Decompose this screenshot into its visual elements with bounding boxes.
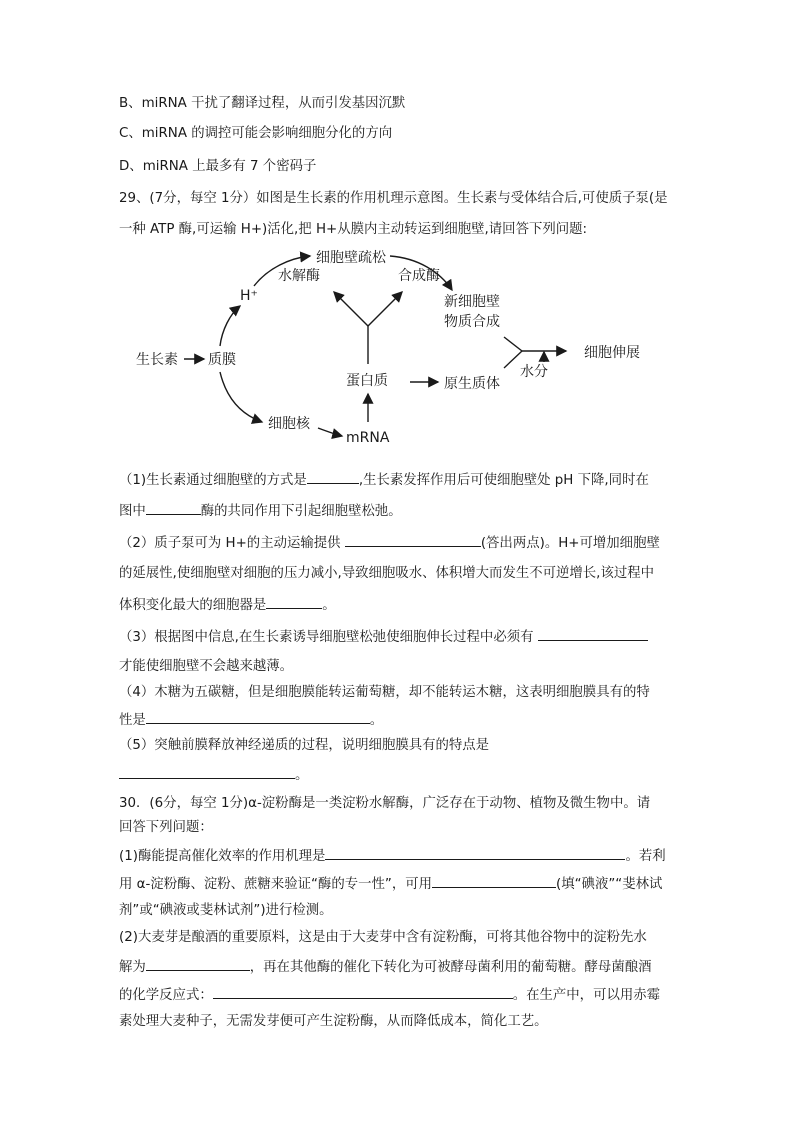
answer-blank[interactable]: [325, 846, 625, 860]
q30-p2-line4: 素处理大麦种子，无需发芽便可产生淀粉酶，从而降低成本，简化工艺。: [119, 1014, 548, 1029]
q29-p4-line2: [119, 710, 383, 730]
q29-p1-line2: [119, 501, 402, 521]
q29-p2-text-a: （2）质子泵可为 H+的主动运输提供: [119, 536, 341, 551]
q30-p2-text-d: 的化学反应式：: [119, 988, 213, 1003]
label-hydrolase: 水解酶: [278, 268, 320, 284]
q30-p2-text-c: ，再在其他酶的催化下转化为可被酵母菌利用的葡萄糖。酵母菌酿酒: [249, 960, 652, 975]
q29-p4-text-b: 性是: [119, 713, 146, 728]
q29-p1-text-d: 酶的共同作用下引起细胞壁松弛。: [200, 504, 402, 519]
q29-p2-line1: [119, 533, 660, 553]
arrow-fork-synthase: [368, 292, 402, 326]
answer-blank[interactable]: [266, 595, 322, 609]
q29-p1-text-c: 图中: [119, 504, 146, 519]
q30-p1-line2: [119, 874, 662, 894]
q29-p3-line1: [119, 627, 648, 647]
q29-p2-text-b: (答出两点)。H+可增加细胞壁: [480, 536, 660, 551]
q30-p2-line2: [119, 957, 652, 977]
option-c: C、miRNA 的调控可能会影响细胞分化的方向: [119, 126, 393, 141]
label-synthase: 合成酶: [398, 268, 440, 284]
q29-p5-line1: （5）突触前膜释放神经递质的过程，说明细胞膜具有的特点是: [119, 738, 490, 753]
q30-p1-text-b: 。若利: [625, 849, 666, 864]
q29-intro-line1: 29、(7分，每空 1分）如图是生长素的作用机理示意图。生长素与受体结合后,可使质子泵(是: [119, 191, 668, 206]
q29-p2-line3: [119, 595, 336, 615]
option-b: B、miRNA 干扰了翻译过程，从而引发基因沉默: [119, 96, 406, 111]
q29-p5-line2: [119, 765, 308, 785]
arrow-nucleus-mrna: [318, 428, 342, 436]
answer-blank[interactable]: [307, 470, 359, 484]
q29-p2-line2: 的延展性,使细胞壁对细胞的压力减小,导致细胞吸水、体积增大而发生不可逆增长,该过程中: [119, 566, 655, 581]
label-membrane: 质膜: [208, 352, 236, 368]
q29-p4-line1: （4）木糖为五碳糖，但是细胞膜能转运葡萄糖，却不能转运木糖，这表明细胞膜具有的特: [119, 685, 650, 700]
label-new-wall-2: 物质合成: [444, 314, 500, 330]
label-mrna: mRNA: [346, 430, 390, 446]
q29-p1-text-b: ,生长素发挥作用后可使细胞壁处 pH 下降,同时在: [358, 473, 649, 488]
q29-p3-line2: 才能使细胞壁不会越来越薄。: [119, 659, 294, 674]
answer-blank[interactable]: [146, 501, 201, 515]
q29-p1-line1: [119, 470, 649, 490]
q30-p2-text-b: 解为: [119, 960, 146, 975]
q29-p1-text-a: （1)生长素通过细胞壁的方式是: [119, 473, 307, 488]
q29-p2-text-e: 。: [322, 598, 336, 613]
answer-blank[interactable]: [146, 710, 370, 724]
arrow-fork-hydrolase: [334, 292, 368, 326]
q29-p5-text-b: 。: [295, 768, 309, 783]
arrow-membrane-h: [220, 306, 240, 346]
q30-intro-line1: 30．(6分，每空 1分)α-淀粉酶是一类淀粉水解酶，广泛存在于动物、植物及微生物中。请: [119, 796, 651, 811]
q30-p1-text-d: (填“碘液”“斐林试: [556, 877, 663, 892]
q29-p3-text-a: （3）根据图中信息,在生长素诱导细胞壁松弛使细胞伸长过程中必须有: [119, 630, 534, 645]
option-d: D、miRNA 上最多有 7 个密码子: [119, 159, 317, 174]
q30-p1-line1: [119, 846, 666, 866]
arrow-membrane-nucleus: [220, 372, 262, 422]
q29-p4-text-c: 。: [369, 713, 384, 728]
q30-p2-text-e: 。在生产中，可以用赤霉: [512, 988, 661, 1003]
label-new-wall-1: 新细胞壁: [444, 294, 500, 310]
answer-blank[interactable]: [146, 957, 250, 971]
label-protein: 蛋白质: [346, 373, 388, 389]
auxin-mechanism-diagram: [128, 242, 678, 457]
q30-intro-line2: 回答下列问题：: [119, 820, 213, 835]
answer-blank[interactable]: [432, 874, 556, 888]
q29-p2-text-d: 体积变化最大的细胞器是: [119, 598, 267, 613]
answer-blank[interactable]: [538, 627, 648, 641]
answer-blank[interactable]: [213, 985, 513, 999]
label-cell-elongation: 细胞伸展: [584, 345, 640, 361]
answer-blank[interactable]: [345, 533, 481, 547]
merge-from-newwall: [504, 337, 522, 351]
q30-p1-text-c: 用 α-淀粉酶、淀粉、蔗糖来验证“酶的专一性”，可用: [119, 877, 432, 892]
label-cell-wall-loosening: 细胞壁疏松: [316, 250, 386, 266]
label-protoplast: 原生质体: [444, 376, 500, 392]
q30-p1-line3: 剂”或“碘液或斐林试剂”)进行检测。: [119, 903, 333, 918]
label-water: 水分: [520, 364, 548, 380]
label-nucleus: 细胞核: [268, 416, 310, 432]
q29-intro-line2: 一种 ATP 酶,可运输 H+)活化,把 H+从膜内主动转运到细胞壁,请回答下列问题:: [119, 222, 588, 237]
label-h-plus: H⁺: [240, 288, 258, 304]
answer-blank[interactable]: [119, 765, 295, 779]
label-auxin: 生长素: [136, 352, 178, 368]
q30-p2-line3: [119, 985, 660, 1005]
q30-p2-line1: (2)大麦芽是酿酒的重要原料，这是由于大麦芽中含有淀粉酶，可将其他谷物中的淀粉先水: [119, 930, 647, 945]
q30-p1-text-a: (1)酶能提高催化效率的作用机理是: [119, 849, 326, 864]
